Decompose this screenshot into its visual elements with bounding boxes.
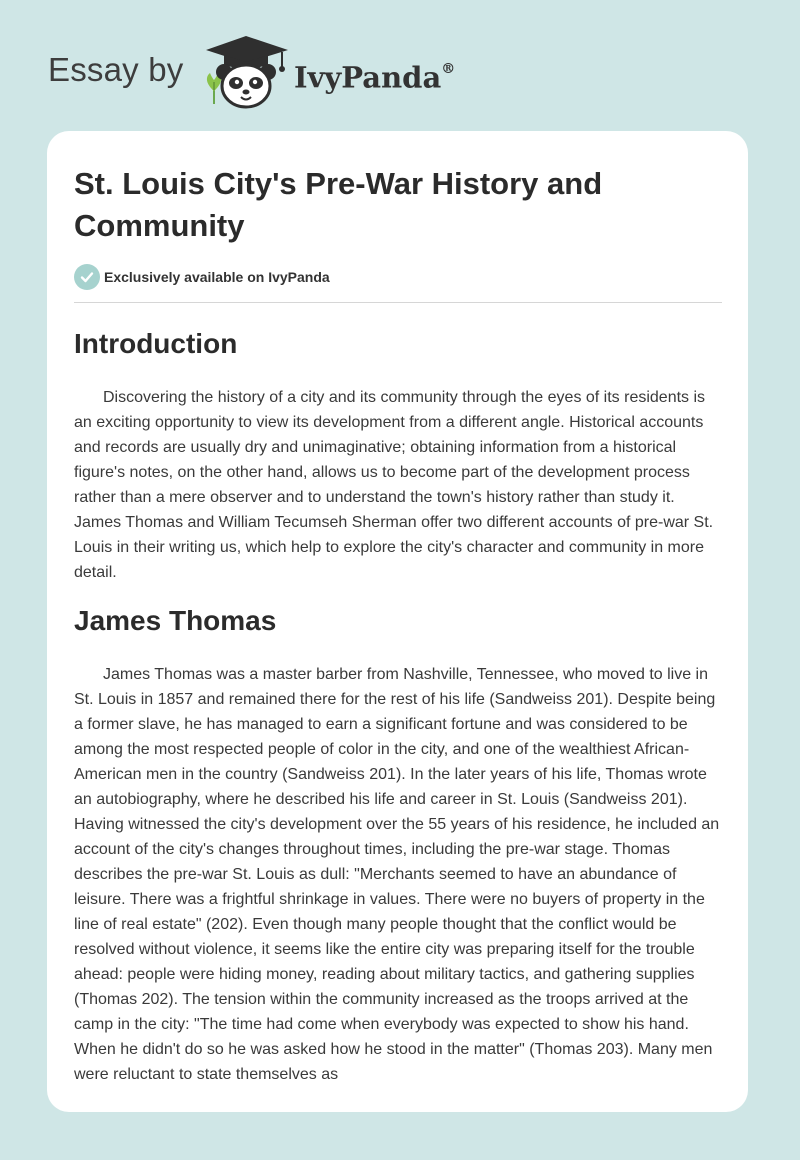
site-header <box>0 0 800 125</box>
article-card <box>47 131 748 1112</box>
badge-text: Exclusively available on IvyPanda <box>104 269 330 285</box>
brand-name-text: IvyPanda <box>294 60 442 95</box>
brand-name[interactable] <box>294 55 455 96</box>
exclusive-badge <box>74 264 330 290</box>
brand-prefix: Essay by <box>48 51 184 88</box>
paragraph-james-thomas: James Thomas was a master barber from Nashville, Tennessee, who moved to live in St. Louis in 1857 and remained there for the rest of his life (Sandweiss 201). Despite being a former slave, he has managed to earn a significant fortune and was considered to be among the most respected people of color in the city, and one of the wealthiest African-American men in the country (Sandweiss 201). In the later years of his life, Thomas wrote an autobiography, where he described his life and career in St. Louis (Sandweiss 201). Having witnessed the city's development over the 55 years of his residence, he included an account of the city's changes throughout times, including the pre-war stage. Thomas describes the pre-war St. Louis as dull: "Merchants seemed to have an abundance of leisure. There was a frightful shrinkage in values. There were no buyers of property in the line of real estate" (202). Even though many people thought that the conflict would be resolved without violence, it seems like the entire city was preparing itself for the trouble ahead: people were hiding money, reading about military tactics, and gathering supplies (Thomas 202). The tension within the community increased as the troops arrived at the camp in the city: "The time had come when everybody was expected to show his hand. When he didn't do so he was asked how he stood in the matter" (Thomas 203). Many men were reluctant to state themselves as <box>74 666 720 1083</box>
registered-mark: ® <box>441 61 456 77</box>
page-title: St. Louis City's Pre-War History and Community <box>74 166 603 243</box>
divider <box>74 302 722 303</box>
section-heading-introduction: Introduction <box>74 328 238 359</box>
section-heading-james-thomas: James Thomas <box>74 605 277 636</box>
paragraph-introduction: Discovering the history of a city and its community through the eyes of its residents is an exciting opportunity to view its development from a different angle. Historical accounts and records are usually dry and unimaginative; obtaining information from a historical figure's notes, on the other hand, allows us to become part of the development process rather than a mere observer and to understand the town's history rather than study it. James Thomas and William Tecumseh Sherman offer two different accounts of pre-war St. Louis in their writing us, which help to explore the city's character and community in more detail. <box>74 389 714 581</box>
check-circle-icon <box>74 264 100 290</box>
panda-graduate-icon[interactable] <box>200 34 292 110</box>
